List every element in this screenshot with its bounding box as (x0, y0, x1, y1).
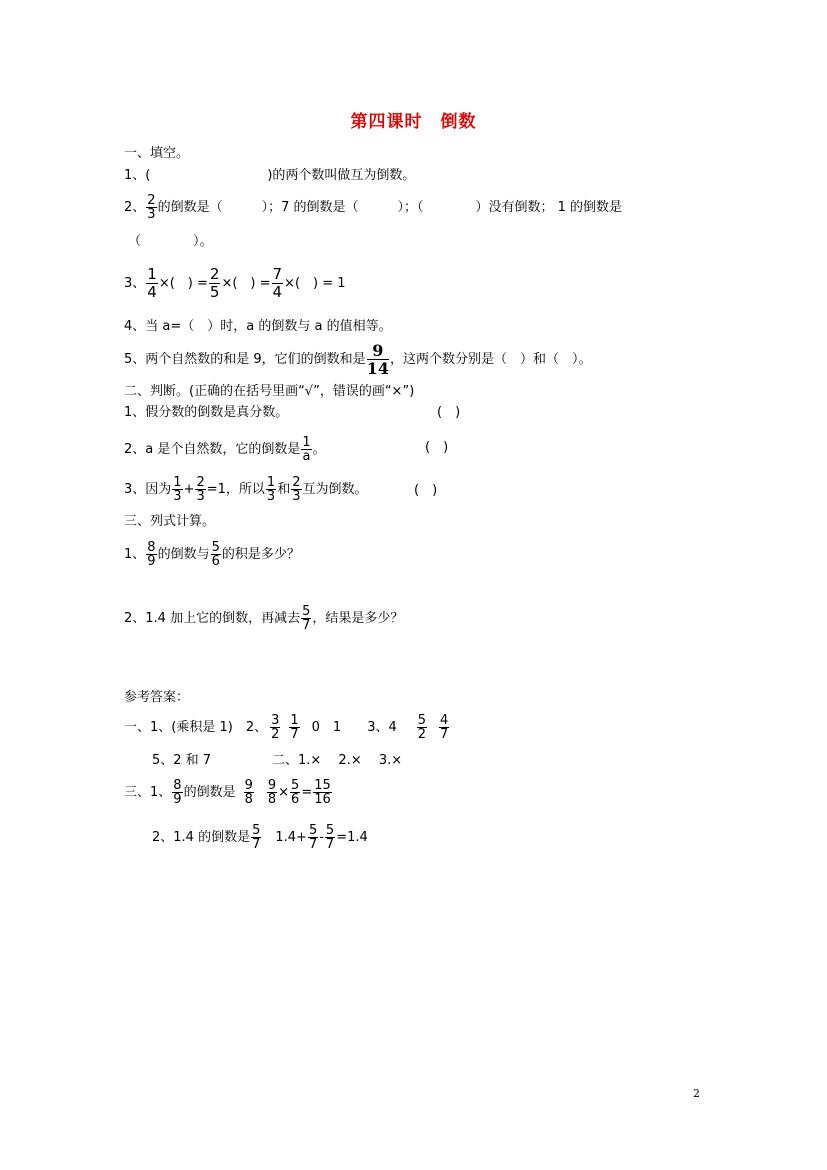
q-prefix: 1、 (124, 547, 146, 562)
numerator: 5 (252, 823, 261, 838)
denominator: 2 (271, 727, 280, 742)
s1-question-1: 1、( )的两个数叫做互为倒数。 (124, 168, 416, 183)
numerator: 5 (302, 604, 311, 619)
fraction (291, 476, 301, 503)
answer-row-2a: 5、2 和 7 (152, 753, 212, 768)
q-prefix: 2、 (124, 200, 146, 215)
numerator: 4 (440, 713, 449, 728)
denominator: 3 (292, 489, 301, 504)
q-text: 的倒数是（ ）；7 的倒数是（ ）；（ ）没有倒数； 1 的倒数是 (157, 200, 623, 215)
s2-question-2 (124, 436, 326, 463)
fraction (290, 779, 300, 806)
answer-text: =1.4 (336, 830, 368, 845)
denominator: 7 (308, 837, 318, 852)
operator: - (319, 830, 324, 845)
fraction (325, 824, 335, 851)
section-2-heading: 二、判断。(正确的在括号里画“√”，错误的画“×”) (124, 384, 415, 399)
denominator: 3 (173, 489, 182, 504)
answer-paren: ( ) (414, 483, 438, 498)
answer-text: 1.4+ (275, 830, 307, 845)
denominator: 6 (291, 792, 300, 807)
s3-question-2 (124, 605, 403, 632)
q-text: 的倒数与 (157, 547, 210, 562)
answer-text: 三、1、 (124, 785, 172, 800)
answer-text: 一、1、(乘积是 1) 2、 (124, 720, 268, 735)
denominator: 3 (147, 207, 156, 222)
fraction (301, 605, 311, 632)
operator: × (278, 785, 290, 800)
fraction (209, 266, 221, 301)
q-text: ×( ) = (158, 276, 208, 291)
answer-row-2b: 二、1.× 2.× 3.× (272, 753, 403, 768)
answer-row-1 (124, 714, 453, 741)
numerator: 2 (147, 193, 156, 208)
q-text: =1，所以 (206, 482, 265, 497)
q-text: 3、因为 (124, 482, 172, 497)
page-title: 第四课时 倒数 (350, 112, 477, 132)
numerator: 5 (308, 823, 318, 838)
answers-heading: 参考答案： (124, 690, 190, 705)
s1-question-4: 4、当 a=（ ）时，a 的倒数与 a 的值相等。 (124, 319, 392, 334)
fraction (146, 541, 156, 568)
fraction (146, 194, 156, 221)
fraction (172, 476, 182, 503)
denominator: 4 (272, 283, 283, 301)
q-text: 的积是多少？ (221, 547, 300, 562)
operator: = (301, 785, 313, 800)
fraction (267, 779, 277, 806)
denominator: 4 (147, 283, 157, 301)
fraction (146, 266, 158, 301)
numerator: 9 (244, 778, 253, 793)
denominator: 7 (290, 727, 299, 742)
answer-text: 2、1.4 的倒数是 (152, 830, 251, 845)
answer-text: 的倒数是 (183, 785, 236, 800)
denominator: 7 (252, 837, 261, 852)
denominator: 2 (417, 727, 427, 742)
numerator: 5 (325, 823, 335, 838)
fraction (367, 342, 389, 377)
q-text: 。 (312, 442, 326, 457)
denominator: 7 (302, 618, 311, 633)
s1-question-2-line2: （ ）。 (128, 234, 213, 249)
numerator: 7 (272, 265, 283, 283)
s1-question-2 (124, 194, 622, 221)
denominator: 3 (196, 489, 205, 504)
fraction (270, 714, 280, 741)
fraction (195, 476, 205, 503)
denominator: 8 (267, 792, 277, 807)
q-text: 互为倒数。 (302, 482, 368, 497)
numerator: 5 (211, 540, 220, 555)
answer-row-3 (124, 779, 333, 806)
answer-text: 0 1 3、4 (311, 720, 397, 735)
numerator: 2 (196, 475, 205, 490)
fraction (251, 824, 261, 851)
q-text: ，这两个数分别是（ ）和（ ）。 (389, 352, 592, 367)
numerator: 2 (292, 475, 301, 490)
denominator: 5 (209, 283, 220, 301)
numerator: 5 (291, 778, 300, 793)
q-text: ×( ) = 1 (284, 276, 346, 291)
fraction (172, 779, 182, 806)
fraction (244, 779, 254, 806)
fraction (308, 824, 318, 851)
s1-question-3 (124, 266, 346, 301)
numerator: 1 (147, 265, 157, 283)
fraction (211, 541, 221, 568)
page-number: 2 (693, 1087, 700, 1100)
fraction (301, 436, 311, 463)
fraction (313, 779, 332, 806)
answer-paren: ( ) (425, 440, 449, 455)
s1-question-5 (124, 342, 591, 377)
numerator: 3 (271, 713, 280, 728)
denominator: 7 (325, 837, 335, 852)
numerator: 8 (173, 778, 182, 793)
numerator: 9 (267, 778, 277, 793)
denominator: 9 (147, 554, 156, 569)
denominator: 7 (440, 727, 449, 742)
denominator: 3 (266, 489, 276, 504)
fraction (439, 714, 449, 741)
section-1-heading: 一、填空。 (124, 146, 190, 161)
q-text: ×( ) = (221, 276, 271, 291)
s3-question-1 (124, 541, 300, 568)
answer-paren: ( ) (437, 405, 461, 420)
q-text: 和 (277, 482, 291, 497)
numerator: 2 (209, 265, 220, 283)
q-prefix: 3、 (124, 276, 146, 291)
section-3-heading: 三、列式计算。 (124, 514, 216, 529)
denominator: 6 (211, 554, 220, 569)
operator: + (183, 482, 195, 497)
numerator: 9 (367, 342, 389, 360)
answer-row-4 (152, 824, 368, 851)
fraction (266, 476, 276, 503)
denominator: 14 (366, 359, 389, 378)
q-text: 2、a 是个自然数，它的倒数是 (124, 442, 301, 457)
numerator: 5 (417, 713, 427, 728)
q-text: ，结果是多少？ (312, 611, 404, 626)
s2-question-1: 1、假分数的倒数是真分数。 (124, 405, 289, 420)
s2-question-3 (124, 476, 368, 503)
denominator: 16 (314, 792, 331, 807)
fraction (289, 714, 299, 741)
numerator: 1 (173, 475, 182, 490)
numerator: 1 (290, 713, 299, 728)
denominator: 8 (244, 792, 253, 807)
denominator: a (302, 449, 311, 464)
numerator: 1 (266, 475, 276, 490)
numerator: 1 (302, 435, 311, 450)
denominator: 9 (173, 792, 182, 807)
q-text: 2、1.4 加上它的倒数，再减去 (124, 611, 301, 626)
q-text: 5、两个自然数的和是 9，它们的倒数和是 (124, 352, 366, 367)
fraction (417, 714, 427, 741)
numerator: 15 (314, 778, 331, 793)
fraction (272, 266, 284, 301)
numerator: 8 (147, 540, 156, 555)
